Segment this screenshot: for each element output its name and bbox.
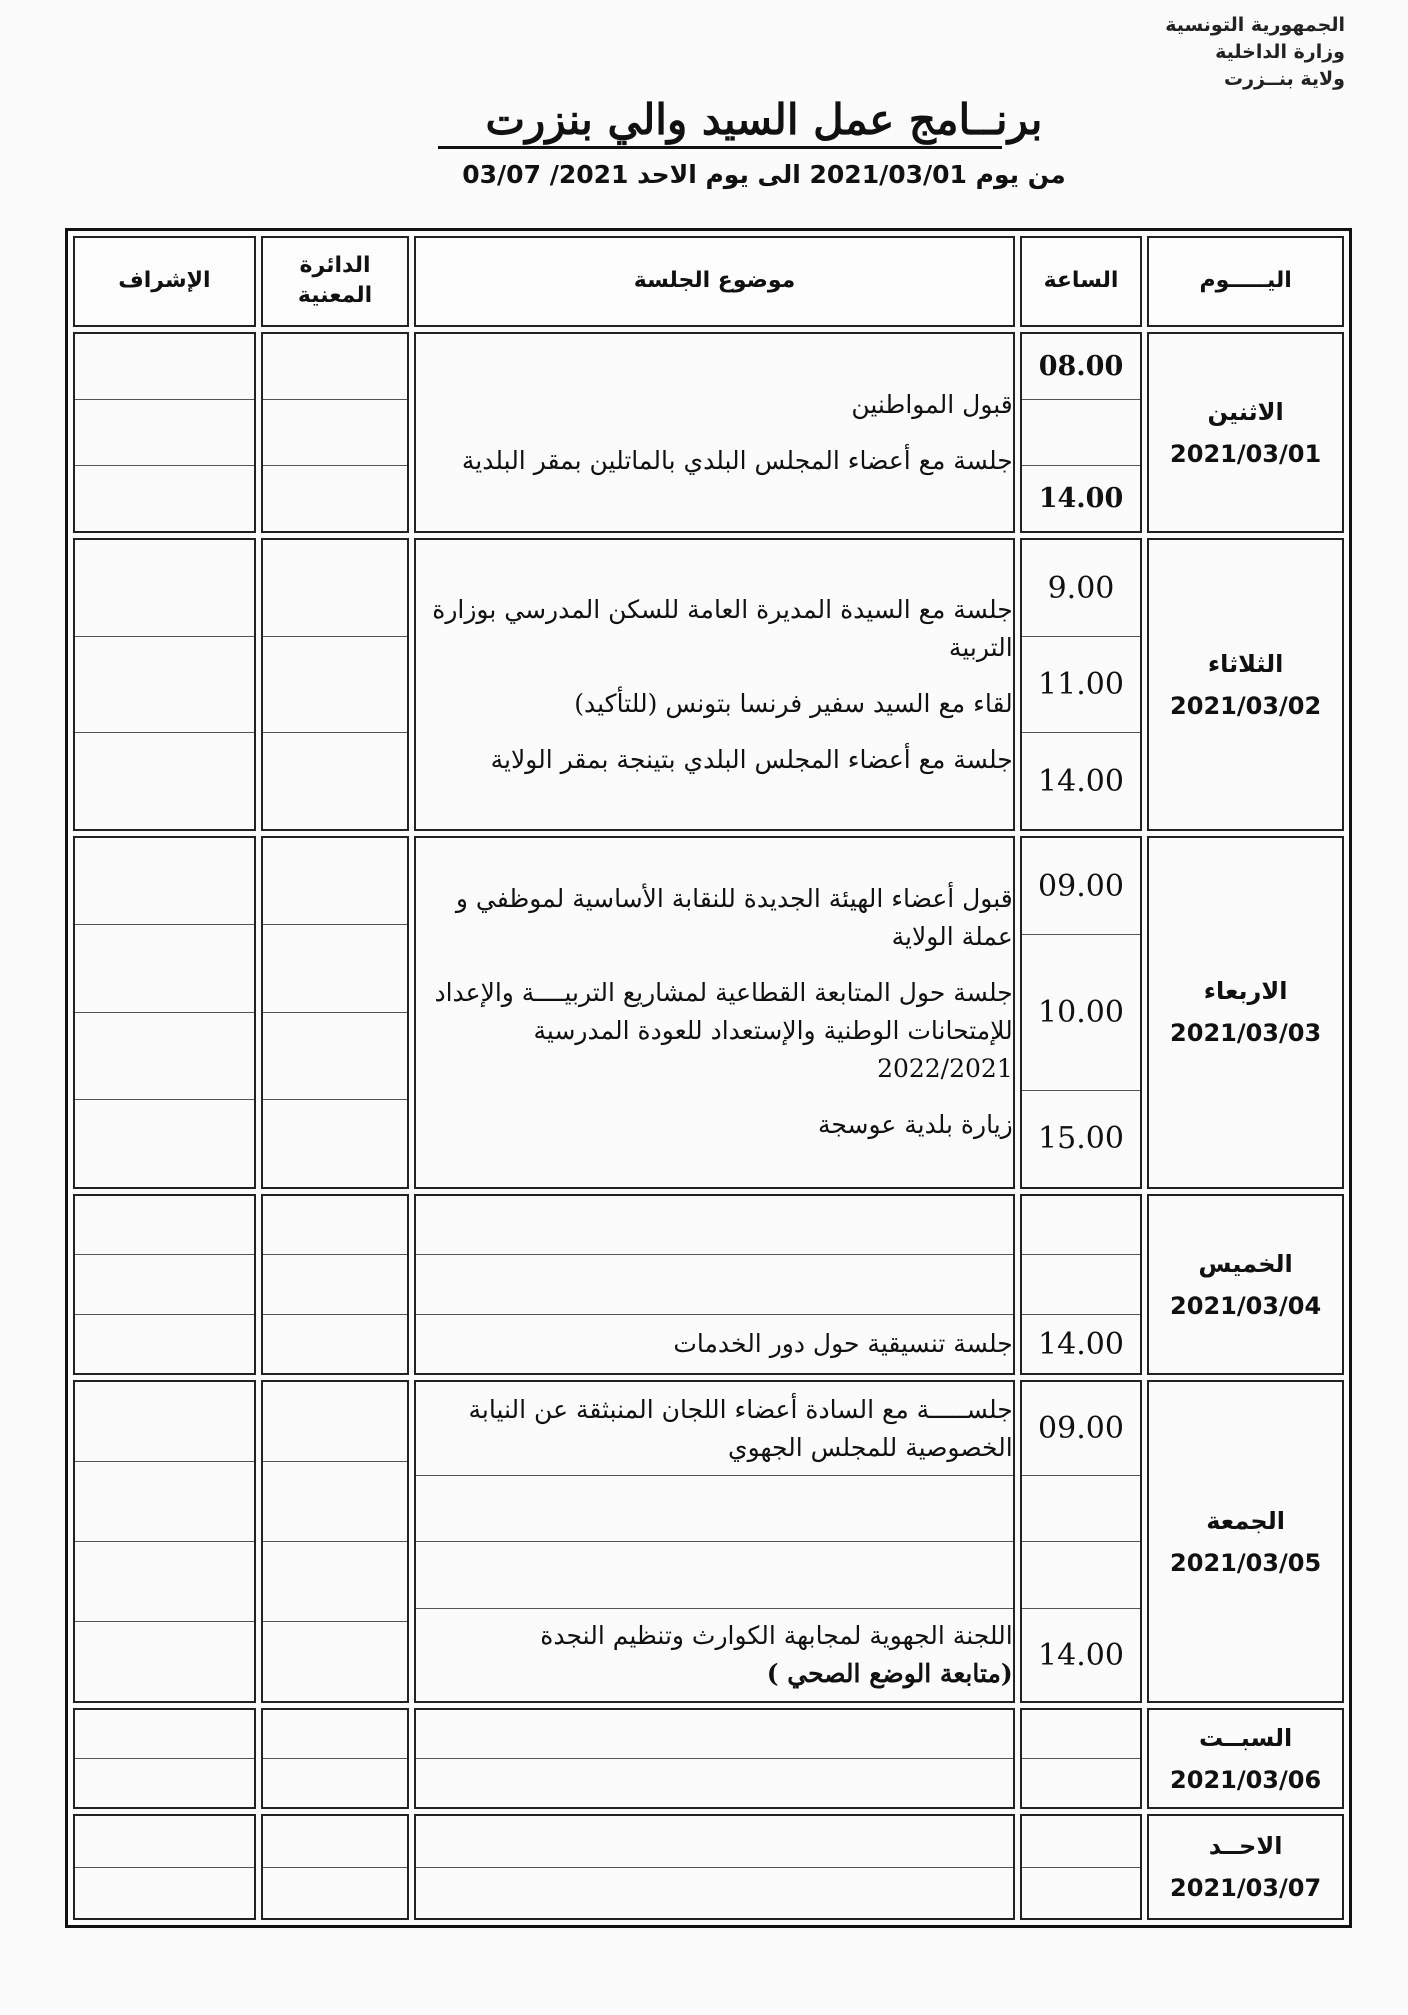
time-value: 15.00 bbox=[1038, 1121, 1124, 1157]
supervision-cell bbox=[73, 1380, 256, 1703]
time-cell bbox=[1020, 1814, 1142, 1920]
supervision-cell bbox=[73, 332, 256, 534]
subject-text: قبول المواطنين bbox=[851, 389, 1013, 419]
day-row bbox=[73, 836, 1344, 1189]
day-name: الجمعة bbox=[1206, 1506, 1285, 1535]
header-line-governorate: ولاية بنــزرت bbox=[1224, 68, 1345, 90]
day-row bbox=[73, 1708, 1344, 1809]
time-cell bbox=[1020, 1194, 1142, 1376]
subject-text: جلســـــة مع السادة أعضاء اللجان المنبثقة عن النيابة الخصوصية للمجلس الجهوي bbox=[468, 1394, 1013, 1462]
subject-text: اللجنة الجهوية لمجابهة الكوارث وتنظيم النجدة bbox=[540, 1621, 1013, 1651]
title-underline bbox=[438, 146, 1002, 149]
day-cell bbox=[1147, 1814, 1344, 1920]
supervision-cell bbox=[73, 836, 256, 1189]
time-value: 14.00 bbox=[1038, 483, 1124, 515]
day-name: الاثنين bbox=[1207, 397, 1284, 426]
day-row bbox=[73, 332, 1344, 534]
header-block bbox=[1165, 12, 1345, 93]
time-value: 09.00 bbox=[1038, 1411, 1124, 1446]
time-cell bbox=[1020, 836, 1142, 1189]
subject-cell bbox=[414, 1814, 1014, 1920]
subject-cell bbox=[414, 538, 1014, 830]
day-date: 2021/03/04 bbox=[1170, 1291, 1322, 1320]
department-cell bbox=[261, 1814, 410, 1920]
day-cell bbox=[1147, 1708, 1344, 1809]
subject-text: لقاء مع السيد سفير فرنسا بتونس (للتأكيد) bbox=[574, 688, 1013, 718]
header-line-ministry: وزارة الداخلية bbox=[1215, 41, 1345, 63]
col-header-time: الساعة bbox=[1020, 236, 1142, 327]
header-line-republic: الجمهورية التونسية bbox=[1165, 14, 1345, 36]
day-row bbox=[73, 1814, 1344, 1920]
page-subtitle: من يوم 2021/03/01 الى يوم الاحد 2021/ 03/07 bbox=[462, 160, 1066, 189]
subject-cell bbox=[414, 1708, 1014, 1809]
col-header-department: الدائرة المعنية bbox=[261, 236, 410, 327]
day-cell bbox=[1147, 836, 1344, 1189]
time-cell bbox=[1020, 1380, 1142, 1703]
subject-cell bbox=[414, 1194, 1014, 1376]
subject-text: جلسة مع السيدة المديرة العامة للسكن المدرسي بوزارة التربية bbox=[432, 594, 1013, 662]
day-name: الاربعاء bbox=[1203, 977, 1288, 1006]
col-header-subject: موضوع الجلسة bbox=[414, 236, 1014, 327]
day-cell bbox=[1147, 332, 1344, 534]
day-date: 2021/03/01 bbox=[1170, 439, 1322, 468]
supervision-cell bbox=[73, 538, 256, 830]
time-value: 9.00 bbox=[1047, 570, 1115, 606]
time-cell bbox=[1020, 332, 1142, 534]
day-date: 2021/03/06 bbox=[1170, 1765, 1322, 1794]
col-header-supervision: الإشراف bbox=[73, 236, 256, 327]
subject-text: جلسة تنسيقية حول دور الخدمات bbox=[673, 1329, 1013, 1359]
day-cell bbox=[1147, 1380, 1344, 1703]
time-cell bbox=[1020, 1708, 1142, 1809]
department-cell bbox=[261, 1194, 410, 1376]
subject-cell bbox=[414, 332, 1014, 534]
header-row bbox=[73, 236, 1344, 327]
supervision-cell bbox=[73, 1814, 256, 1920]
department-cell bbox=[261, 836, 410, 1189]
department-cell bbox=[261, 538, 410, 830]
day-row bbox=[73, 538, 1344, 830]
subject-note: (متابعة الوضع الصحي ) bbox=[766, 1659, 1013, 1689]
day-row bbox=[73, 1194, 1344, 1376]
day-name: الخميس bbox=[1198, 1249, 1293, 1278]
time-value: 11.00 bbox=[1038, 667, 1124, 703]
day-date: 2021/03/02 bbox=[1170, 691, 1322, 720]
time-value: 14.00 bbox=[1038, 1637, 1124, 1673]
subject-text: جلسة مع أعضاء المجلس البلدي بتينجة بمقر الولاية bbox=[490, 744, 1013, 774]
day-date: 2021/03/05 bbox=[1170, 1548, 1322, 1577]
subject-cell bbox=[414, 1380, 1014, 1703]
time-cell bbox=[1020, 538, 1142, 830]
day-name: الاحــد bbox=[1208, 1832, 1283, 1861]
day-cell bbox=[1147, 538, 1344, 830]
day-row bbox=[73, 1380, 1344, 1703]
day-name: الثلاثاء bbox=[1207, 649, 1284, 678]
supervision-cell bbox=[73, 1194, 256, 1376]
time-value: 14.00 bbox=[1038, 1326, 1124, 1362]
time-value: 10.00 bbox=[1038, 994, 1124, 1030]
department-cell bbox=[261, 332, 410, 534]
day-cell bbox=[1147, 1194, 1344, 1376]
time-value: 14.00 bbox=[1038, 763, 1124, 799]
day-name: السبــت bbox=[1198, 1723, 1293, 1752]
subject-text: جلسة مع أعضاء المجلس البلدي بالماتلين بمقر البلدية bbox=[461, 445, 1013, 475]
day-date: 2021/03/07 bbox=[1170, 1874, 1322, 1903]
subject-text: قبول أعضاء الهيئة الجديدة للنقابة الأساسية لموظفي و عملة الولاية bbox=[455, 884, 1013, 952]
page-title: برنــامج عمل السيد والي بنزرت bbox=[485, 95, 1043, 144]
department-cell bbox=[261, 1380, 410, 1703]
time-value: 09.00 bbox=[1038, 868, 1124, 904]
subject-text: زيارة بلدية عوسجة bbox=[817, 1110, 1013, 1140]
time-value: 08.00 bbox=[1038, 350, 1124, 382]
supervision-cell bbox=[73, 1708, 256, 1809]
day-date: 2021/03/03 bbox=[1170, 1019, 1322, 1048]
schedule-table bbox=[68, 231, 1349, 1925]
col-header-day: اليـــــوم bbox=[1147, 236, 1344, 327]
subject-text: جلسة حول المتابعة القطاعية لمشاريع التربيــــة والإعداد للإمتحانات الوطنية والإستعداد للعودة المدرسية 2022/2021 bbox=[434, 978, 1013, 1084]
subject-cell bbox=[414, 836, 1014, 1189]
department-cell bbox=[261, 1708, 410, 1809]
